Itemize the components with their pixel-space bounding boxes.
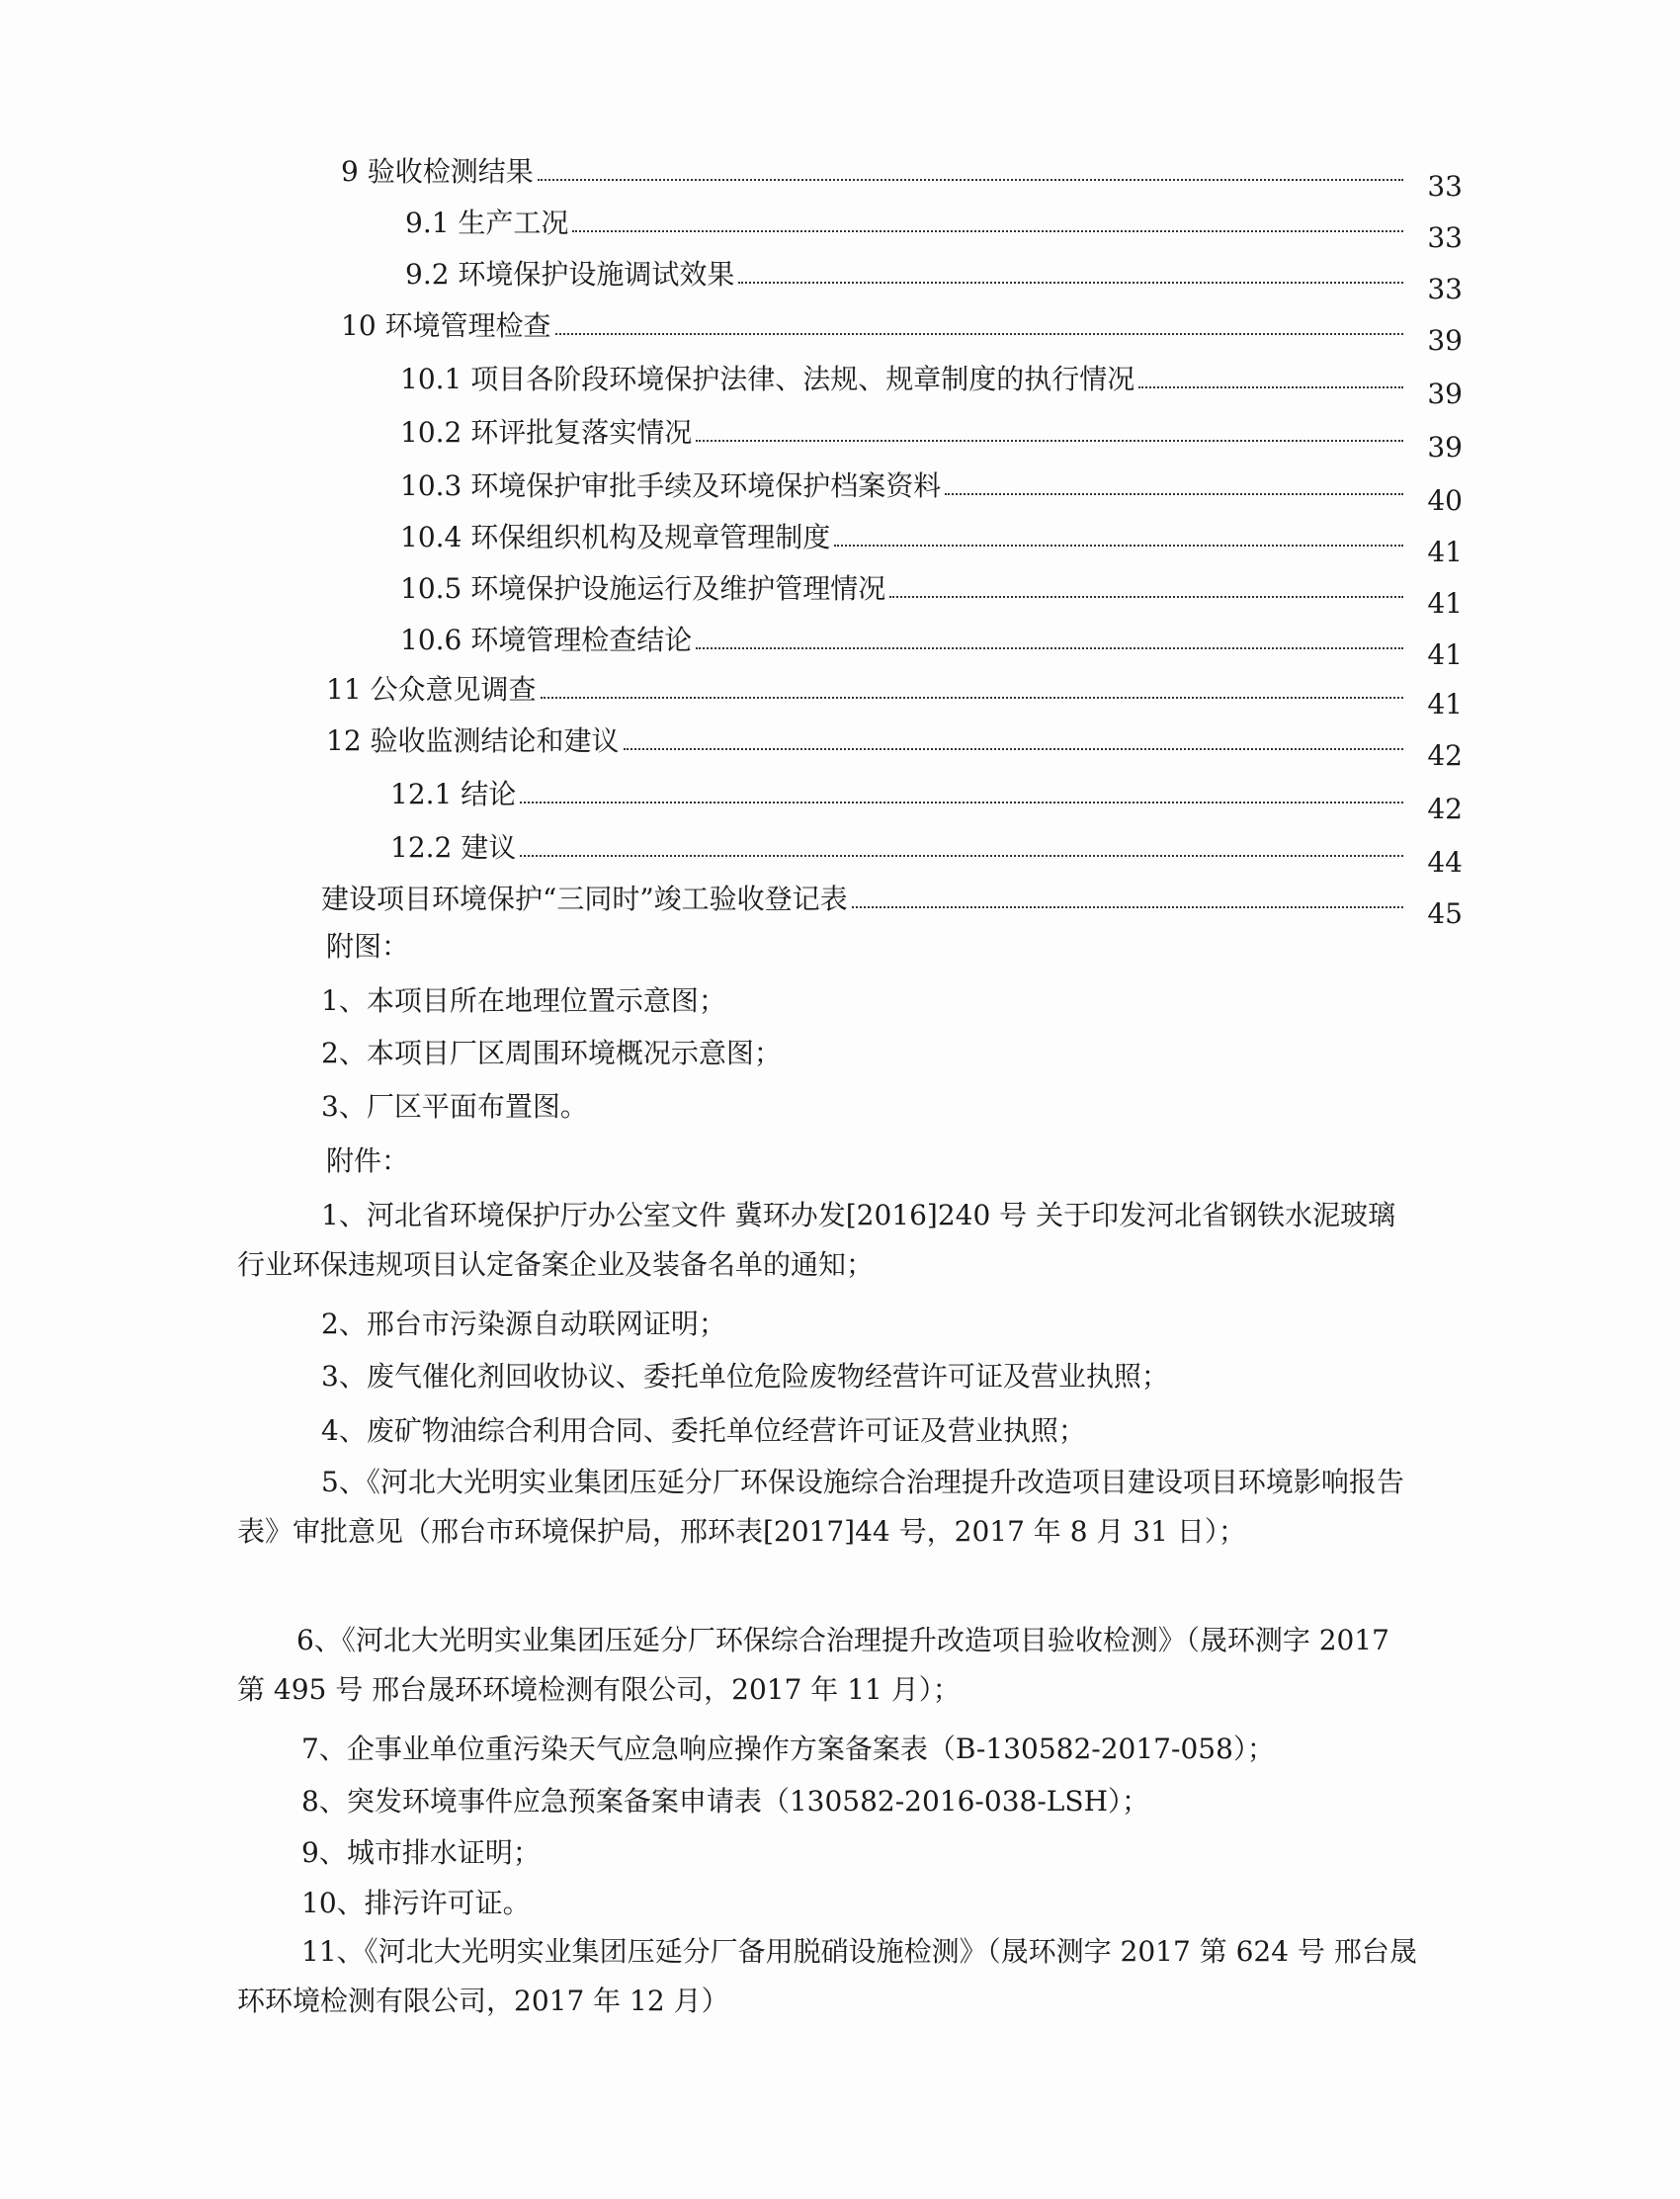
toc-title: 9.1 生产工况: [405, 206, 572, 241]
toc-title: 10 环境管理检查: [341, 308, 555, 344]
attachment-item: 10、排污许可证。: [301, 1887, 531, 1919]
toc-page-number: 40: [1427, 484, 1463, 517]
figures-heading: 附图：: [326, 930, 410, 963]
attachment-item: 4、废矿物油综合利用合同、委托单位经营许可证及营业执照；: [321, 1414, 1086, 1447]
attachments-heading: 附件：: [326, 1144, 410, 1177]
attachment-item: 6、《河北大光明实业集团压延分厂环保综合治理提升改造项目验收检测》（晟环测字 2017 第 495 号 邢台晟环环境检测有限公司，2017 年 11 月）；: [237, 1624, 1389, 1706]
figure-item: 2、本项目厂区周围环境概况示意图；: [321, 1037, 782, 1069]
toc-title: 10.2 环评批复落实情况: [400, 415, 696, 451]
toc-page-number: 33: [1427, 273, 1463, 305]
toc-page-number: 41: [1427, 587, 1463, 620]
toc-page-number: 39: [1427, 324, 1463, 357]
attachment-item: 2、邢台市污染源自动联网证明；: [321, 1308, 726, 1340]
toc-page-number: 39: [1427, 378, 1463, 410]
toc-title: 10.3 环境保护审批手续及环境保护档案资料: [400, 468, 945, 504]
toc-title: 12.2 建议: [390, 830, 520, 866]
toc-page-number: 42: [1427, 793, 1463, 825]
toc-title: 10.5 环境保护设施运行及维护管理情况: [400, 571, 889, 607]
toc-page-number: 33: [1427, 221, 1463, 254]
toc-title: 10.1 项目各阶段环境保护法律、法规、规章制度的执行情况: [400, 362, 1138, 397]
toc-title: 10.4 环保组织机构及规章管理制度: [400, 520, 834, 555]
toc-entry[interactable]: [237, 622, 1463, 671]
toc-title: 9 验收检测结果: [341, 154, 538, 190]
toc-page-number: 44: [1427, 846, 1463, 879]
figure-item: 1、本项目所在地理位置示意图；: [321, 984, 726, 1017]
toc-entry[interactable]: [237, 361, 1463, 410]
toc-entry[interactable]: [237, 671, 1463, 720]
attachment-item: 1、河北省环境保护厅办公室文件 冀环办发[2016]240 号 关于印发河北省钢铁水泥玻璃行业环保违规项目认定备案企业及装备名单的通知；: [237, 1199, 1396, 1281]
attachment-item: 7、企事业单位重污染天气应急响应操作方案备案表（B-130582-2017-058）；: [301, 1733, 1275, 1765]
toc-title: 建设项目环境保护“三同时”竣工验收登记表: [321, 882, 852, 917]
toc-entry[interactable]: [237, 570, 1463, 620]
toc-entry[interactable]: [237, 519, 1463, 568]
toc-entry[interactable]: [237, 467, 1463, 517]
attachment-item: 3、废气催化剂回收协议、委托单位危险废物经营许可证及营业执照；: [321, 1360, 1169, 1393]
toc-page-number: 39: [1427, 431, 1463, 464]
attachment-item: 8、突发环境事件应急预案备案申请表（130582-2016-038-LSH）；: [301, 1785, 1149, 1818]
attachment-item: 9、城市排水证明；: [301, 1836, 541, 1869]
toc-title: 10.6 环境管理检查结论: [400, 623, 696, 658]
toc-entry[interactable]: [237, 153, 1463, 203]
toc-title: 11 公众意见调查: [326, 672, 541, 708]
toc-page-number: 45: [1427, 897, 1463, 930]
attachment-item: 11、《河北大光明实业集团压延分厂备用脱硝设施检测》（晟环测字 2017 第 624 号 邢台晟环环境检测有限公司，2017 年 12 月）: [237, 1935, 1417, 2017]
toc-title: 9.2 环境保护设施调试效果: [405, 257, 738, 293]
toc-entry[interactable]: [237, 256, 1463, 305]
figure-item: 3、厂区平面布置图。: [321, 1090, 588, 1123]
toc-page-number: 41: [1427, 536, 1463, 568]
toc-page-number: 41: [1427, 638, 1463, 671]
toc-entry[interactable]: [237, 776, 1463, 825]
toc-entry[interactable]: [237, 881, 1463, 930]
toc-page-number: 41: [1427, 688, 1463, 720]
toc-entry[interactable]: [237, 307, 1463, 357]
toc-entry[interactable]: [237, 829, 1463, 879]
toc-page-number: 33: [1427, 170, 1463, 203]
toc-page-number: 42: [1427, 739, 1463, 772]
toc-entry[interactable]: [237, 205, 1463, 254]
toc-title: 12 验收监测结论和建议: [326, 723, 624, 759]
toc-entry[interactable]: [237, 414, 1463, 464]
attachment-item: 5、《河北大光明实业集团压延分厂环保设施综合治理提升改造项目建设项目环境影响报告表》审批意见（邢台市环境保护局，邢环表[2017]44 号，2017 年 8 月 31 日）；: [237, 1466, 1404, 1548]
toc-title: 12.1 结论: [390, 777, 520, 812]
toc-entry[interactable]: [237, 722, 1463, 772]
